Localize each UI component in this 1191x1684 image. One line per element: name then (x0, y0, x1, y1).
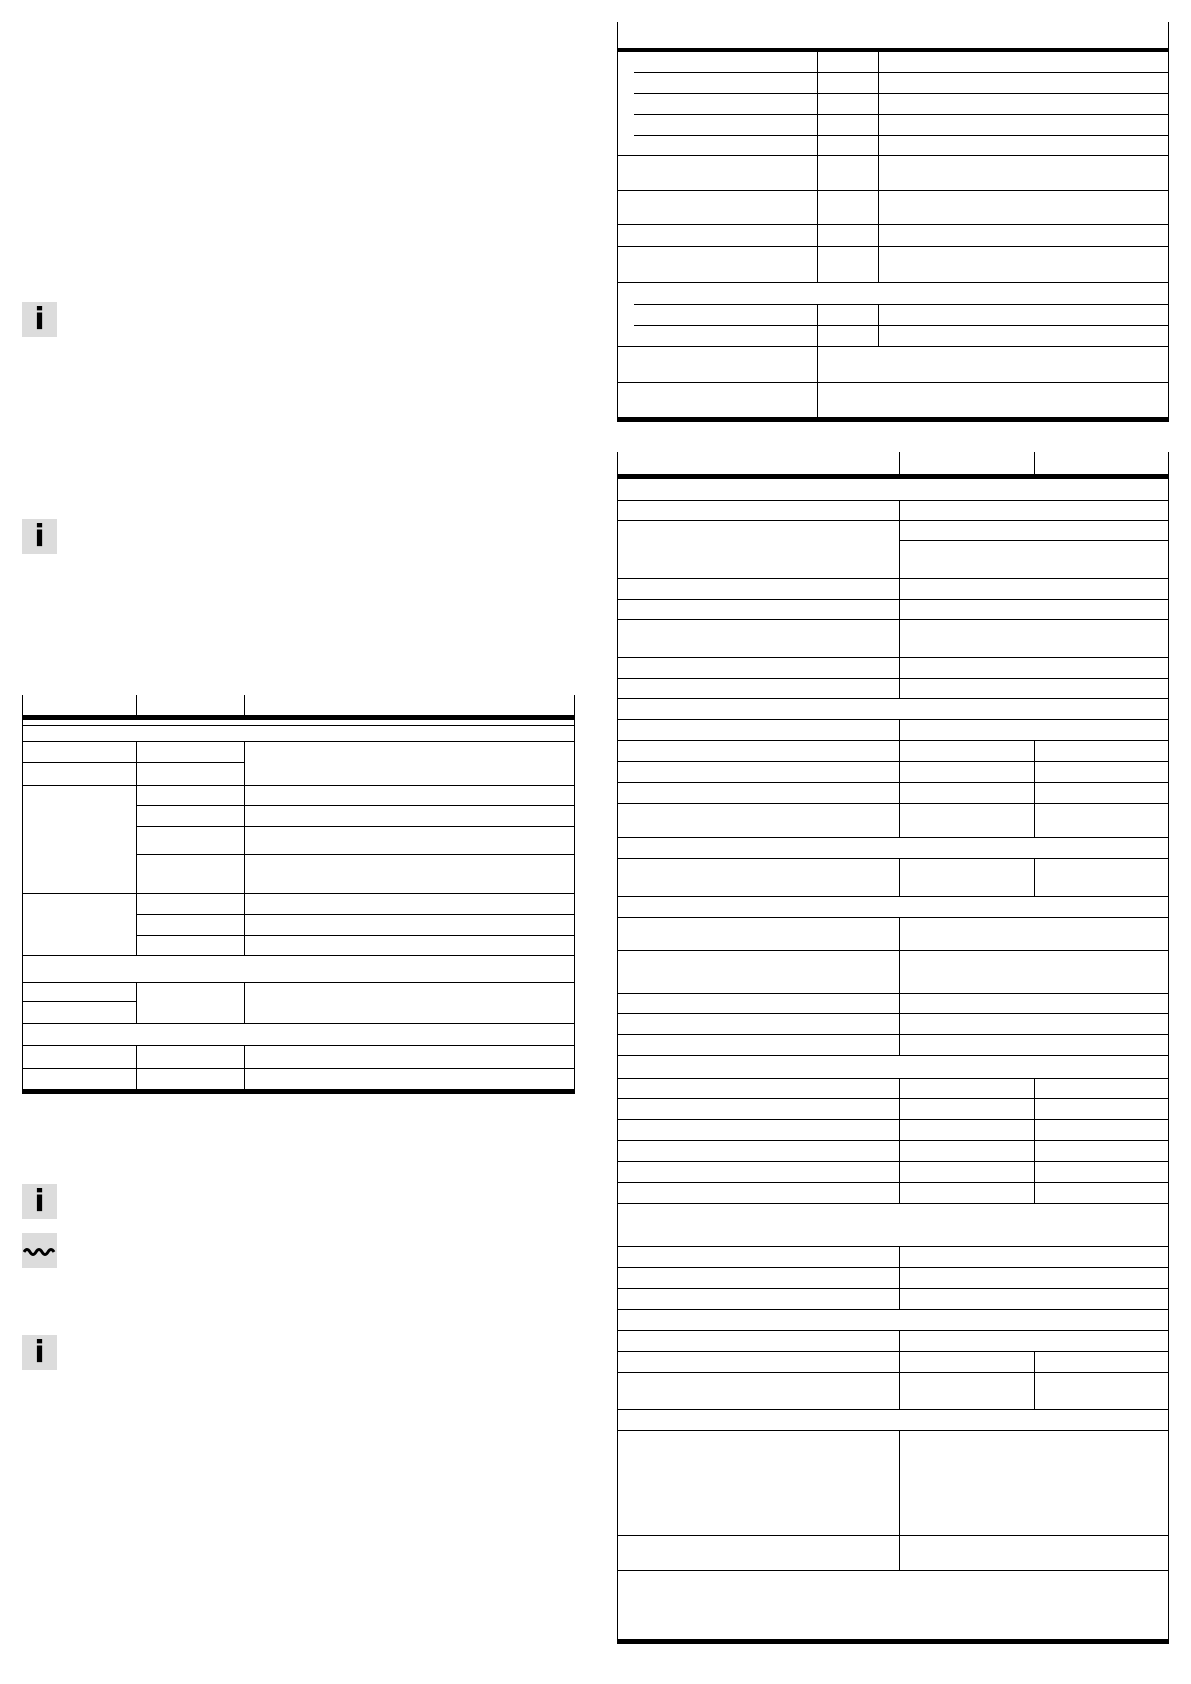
table-rule (136, 914, 575, 915)
table-rule (617, 837, 1169, 838)
table-rule (617, 417, 1169, 422)
table-rule (634, 135, 1169, 136)
table-rule (22, 1045, 575, 1046)
table-rule (617, 22, 618, 422)
table-rule (634, 304, 1169, 305)
table-rule (617, 619, 1169, 620)
table-rule (617, 917, 1169, 918)
table-rule (1034, 452, 1035, 476)
table-rule (617, 1309, 1169, 1310)
table-rule (899, 719, 900, 740)
table-rule (899, 500, 900, 698)
table-rule (617, 896, 1169, 897)
table-rule (617, 500, 1169, 501)
table-rule (617, 1013, 1169, 1014)
table-rule (1034, 1078, 1035, 1203)
table-rule (22, 1068, 244, 1069)
right-bottom-spec-table (617, 452, 1169, 1644)
table-rule (22, 1089, 575, 1094)
table-rule (634, 325, 1169, 326)
table-rule (136, 935, 575, 936)
table-rule (617, 474, 1169, 479)
table-rule (634, 72, 1169, 73)
table-rule (878, 304, 879, 346)
table-rule (617, 1246, 1169, 1247)
table-rule (136, 854, 575, 855)
table-rule (899, 1330, 900, 1409)
table-rule (617, 1203, 1169, 1204)
vibration-icon (22, 1233, 57, 1268)
info-icon: i (22, 302, 57, 337)
table-rule (136, 826, 575, 827)
table-rule (617, 155, 1169, 156)
table-rule (617, 48, 1169, 52)
table-rule (136, 741, 137, 785)
table-rule (617, 993, 1169, 994)
table-rule (617, 740, 1169, 741)
table-rule (22, 1001, 136, 1002)
table-rule (22, 741, 575, 742)
table-rule (617, 1034, 1169, 1035)
table-rule (136, 982, 137, 1023)
table-rule (617, 1639, 1169, 1644)
table-rule (1034, 858, 1035, 896)
table-rule (617, 282, 1169, 283)
table-rule (244, 785, 245, 955)
table-rule (617, 382, 1169, 383)
table-rule (817, 48, 818, 282)
table-rule (22, 982, 575, 983)
table-rule (617, 1330, 1169, 1331)
table-rule (617, 657, 1169, 658)
table-rule (22, 893, 575, 894)
table-rule (136, 1045, 137, 1092)
table-rule (1034, 1351, 1035, 1409)
table-rule (617, 1182, 1169, 1183)
table-rule (617, 224, 1169, 225)
table-rule (617, 1098, 1169, 1099)
right-top-spec-table (617, 22, 1169, 424)
table-rule (22, 955, 575, 956)
table-rule (899, 917, 900, 1055)
table-rule (899, 1078, 900, 1203)
table-rule (617, 803, 1169, 804)
table-rule (617, 698, 1169, 699)
table-rule (617, 1351, 1169, 1352)
table-rule (617, 190, 1169, 191)
table-rule (617, 1288, 1169, 1289)
table-rule (899, 858, 900, 896)
info-icon: i (22, 1335, 57, 1370)
table-rule (22, 762, 244, 763)
table-rule (617, 452, 618, 1642)
table-rule (634, 93, 1169, 94)
table-rule (244, 982, 245, 1023)
table-rule (22, 785, 575, 786)
table-rule (617, 1119, 1169, 1120)
table-rule (817, 346, 818, 417)
table-rule (617, 346, 1169, 347)
table-rule (617, 1267, 1169, 1268)
table-rule (617, 1409, 1169, 1410)
table-rule (817, 304, 818, 346)
table-rule (899, 452, 900, 476)
table-rule (899, 540, 1169, 541)
table-rule (617, 1535, 1169, 1536)
table-rule (1168, 452, 1169, 1642)
table-rule (617, 858, 1169, 859)
info-icon: i (22, 1184, 57, 1219)
table-rule (244, 741, 245, 785)
table-rule (617, 246, 1169, 247)
table-rule (617, 1055, 1169, 1056)
table-rule (878, 48, 879, 282)
table-rule (899, 1246, 900, 1309)
table-rule (899, 1430, 900, 1570)
table-rule (22, 725, 575, 726)
table-rule (617, 761, 1169, 762)
table-rule (1034, 740, 1035, 837)
table-rule (617, 599, 1169, 600)
table-rule (136, 805, 575, 806)
info-icon: i (22, 519, 57, 554)
table-rule (899, 740, 900, 837)
table-rule (22, 715, 575, 720)
table-rule (617, 719, 1169, 720)
table-rule (244, 1045, 245, 1092)
table-rule (22, 1023, 575, 1024)
table-rule (617, 1078, 1169, 1079)
table-rule (617, 1570, 1169, 1571)
table-rule (617, 1161, 1169, 1162)
table-rule (617, 782, 1169, 783)
table-rule (244, 695, 245, 715)
table-rule (617, 950, 1169, 951)
table-rule (617, 578, 1169, 579)
left-spec-table (22, 695, 575, 1095)
table-rule (617, 678, 1169, 679)
table-rule (136, 785, 137, 955)
table-rule (136, 695, 137, 715)
table-rule (617, 1430, 1169, 1431)
table-rule (634, 114, 1169, 115)
table-rule (617, 1372, 1169, 1373)
table-rule (617, 1140, 1169, 1141)
table-rule (617, 520, 1169, 521)
table-rule (1168, 22, 1169, 422)
